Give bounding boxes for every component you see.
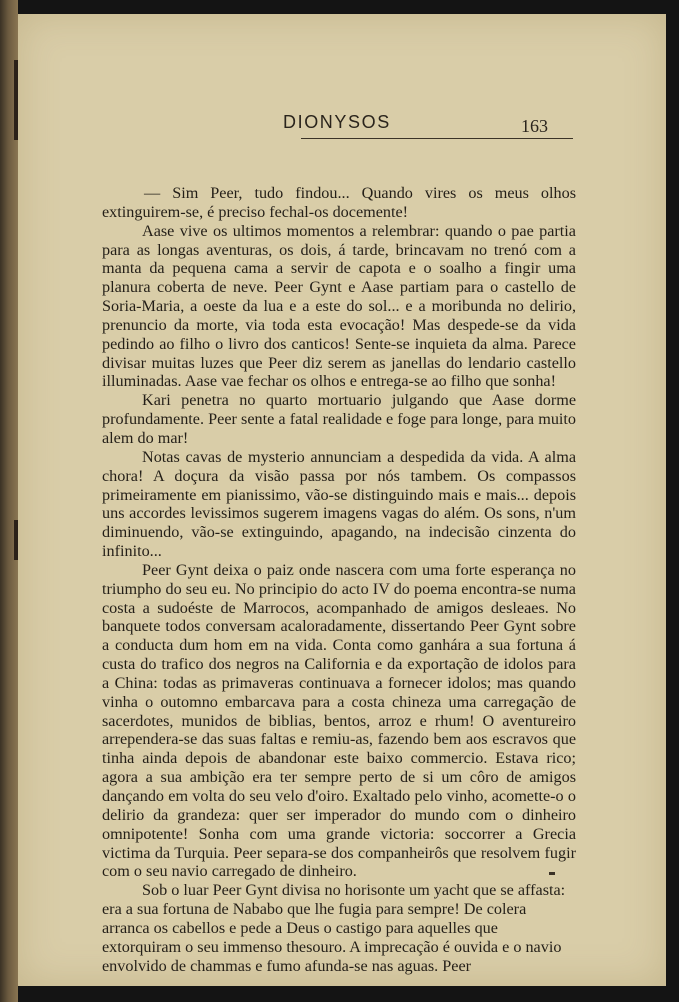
running-header	[283, 112, 573, 152]
running-title: DIONYSOS	[283, 112, 391, 132]
book-page	[18, 14, 666, 986]
paragraph: Sob o luar Peer Gynt divisa no horisonte um yacht que se affasta: era a sua fortuna de Nababo que lhe fugia para sempre! De colera arranca os cabellos e pede a Deus o castigo para aquelles que extorquiram o seu immenso thesouro. A imprecação é ouvida e o navio envolvido de chammas e fumo afunda-se nas aguas. Peer	[102, 881, 566, 975]
book-spine	[0, 0, 18, 1002]
paragraph: Kari penetra no quarto mortuario julgando que Aase dorme profundamente. Peer sente a fatal realidade e foge para longe, para muito alem do mar!	[102, 391, 576, 447]
body-text	[102, 184, 576, 975]
paragraph: — Sim Peer, tudo findou... Quando vires os meus olhos extinguirem-se, é preciso fechal-os docemente!	[102, 184, 576, 221]
header-rule	[301, 138, 573, 139]
print-mark	[549, 872, 555, 875]
paragraph: Peer Gynt deixa o paiz onde nascera com uma forte esperança no triumpho do seu eu. No principio do acto IV do poema encontra-se numa costa a sudoéste de Marrocos, acompanhado de amigos desleaes. No banquete todos conversam acaloradamente, dissertando Peer Gynt sobre a conducta dum hom em na vida. Conta como ganhára a sua fortuna á custa do trafico dos negros na California e da exportação de idolos para a China: todas as primaveras continuava a fornecer idolos; mas quando vinha o outomno embarcava para a costa chineza uma carregação de sacerdotes, munidos de biblias, bentos, arroz e rhum! O aventureiro arrependera-se das suas faltas e remiu-as, fazendo bem aos escravos que tinha ainda depois de abandonar este baixo commercio. Estava rico; agora a sua ambição era ter sempre perto de si um côro de amigos dançando em volta do seu velo d'oiro. Exaltado pelo vinho, acomette-o o delirio da grandeza: quer ser imperador do mundo com o dinheiro omnipotente! Sonha com uma grande victoria: soccorrer a Grecia victima da Turquia. Peer separa-se dos companheirôs que resolvem fugir com o seu navio carregado de dinheiro.	[102, 560, 576, 881]
paragraph: Notas cavas de mysterio annunciam a despedida da vida. A alma chora! A doçura da visão passa por nós tambem. Os compassos primeiramente em pianissimo, vão-se distinguindo mais e mais... depois uns accordes levissimos sugerem imagens vagas do além. Os sons, n'um diminuendo, vão-se extinguindo, apagando, na indecisão cinzenta do infinito...	[102, 447, 576, 561]
paragraph: Aase vive os ultimos momentos a relembrar: quando o pae partia para as longas aventuras, os dois, á tarde, brincavam no trenó com a manta da pequena cama a servir de capota e o soalho a fingir uma planura coberta de neve. Peer Gynt e Aase partiam para o castello de Soria-Maria, a oeste da lua e a este do sol... e a moribunda no delirio, prenuncio da morte, via toda esta evocação! Mas despede-se da vida pedindo ao filho o livro dos canticos! Sente-se inquieta da alma. Parece divisar muitas luzes que Peer diz serem as janellas do lendario castello illuminadas. Aase vae fechar os olhos e entrega-se ao filho que sonha!	[102, 221, 576, 391]
page-number: 163	[521, 116, 548, 136]
